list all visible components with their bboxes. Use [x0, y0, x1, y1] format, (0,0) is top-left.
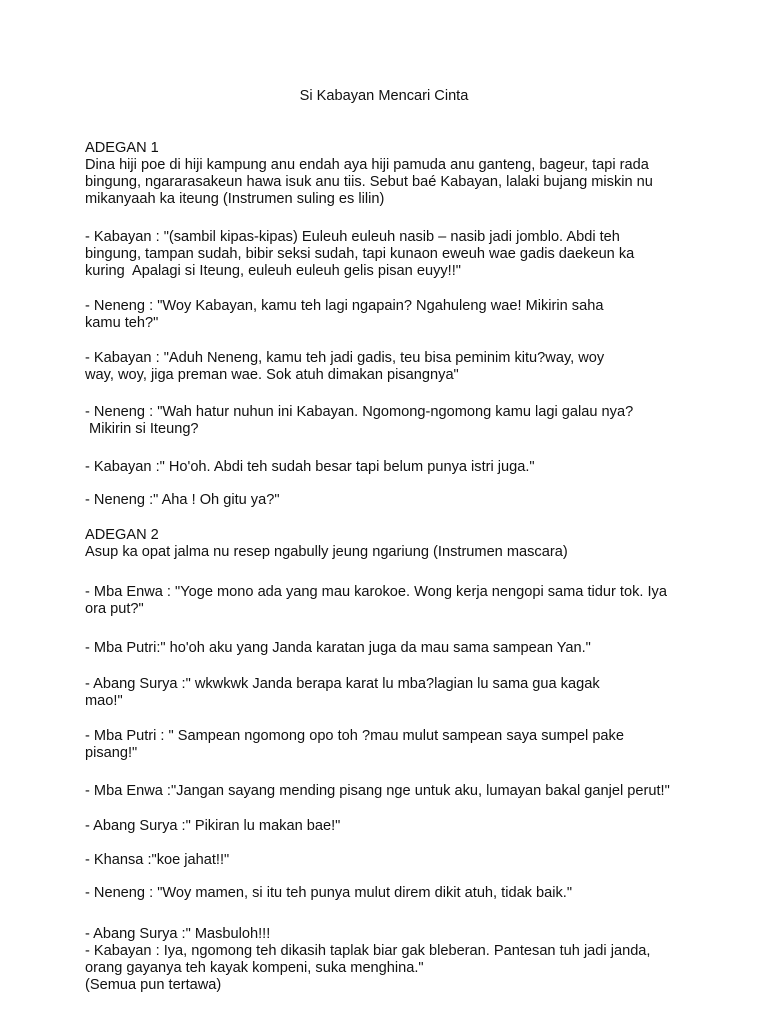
text-line: - Mba Putri : " Sampean ngomong opo toh ?mau mulut sampean saya sumpel pake — [85, 728, 624, 744]
text-line: - Khansa :"koe jahat!!" — [85, 852, 230, 868]
text-line: - Neneng : "Wah hatur nuhun ini Kabayan. Ngomong-ngomong kamu lagi galau nya? — [85, 404, 634, 420]
text-line: - Abang Surya :" Masbuloh!!! — [85, 926, 271, 942]
text-line: orang gayanya teh kayak kompeni, suka menghina." — [85, 960, 424, 976]
paragraph — [85, 584, 695, 618]
text-line: ADEGAN 2 — [85, 527, 159, 543]
text-line: ora put?" — [85, 601, 144, 617]
paragraph — [85, 350, 695, 384]
text-line: mao!" — [85, 693, 123, 709]
text-line: - Kabayan : Iya, ngomong teh dikasih taplak biar gak bleberan. Pantesan tuh jadi janda, — [85, 943, 651, 959]
text-line: - Mba Enwa :"Jangan sayang mending pisang nge untuk aku, lumayan bakal ganjel perut!" — [85, 783, 670, 799]
text-line: way, woy, jiga preman wae. Sok atuh dimakan pisangnya" — [85, 367, 459, 383]
text-line: - Mba Putri:" ho'oh aku yang Janda karatan juga da mau sama sampean Yan." — [85, 640, 591, 656]
text-line: - Neneng : "Woy Kabayan, kamu teh lagi ngapain? Ngahuleng wae! Mikirin saha — [85, 298, 604, 314]
paragraph — [85, 852, 695, 869]
text-line: bingung, tampan sudah, bibir seksi sudah, tapi kunaon eweuh wae gadis daekeun ka — [85, 246, 635, 262]
paragraph — [85, 640, 695, 657]
text-line: Mikirin si Iteung? — [85, 421, 199, 437]
paragraph — [85, 783, 695, 800]
text-line: - Neneng : "Woy mamen, si itu teh punya mulut direm dikit atuh, tidak baik." — [85, 885, 573, 901]
paragraph — [85, 885, 695, 902]
text-line: Asup ka opat jalma nu resep ngabully jeung ngariung (Instrumen mascara) — [85, 544, 568, 560]
text-line: kuring Apalagi si Iteung, euleuh euleuh gelis pisan euyy!!" — [85, 263, 461, 279]
text-line: mikanyaah ka iteung (Instrumen suling es lilin) — [85, 191, 385, 207]
paragraph — [85, 527, 695, 561]
text-line: - Kabayan : "(sambil kipas-kipas) Euleuh euleuh nasib – nasib jadi jomblo. Abdi teh — [85, 229, 620, 245]
text-line: - Mba Enwa : "Yoge mono ada yang mau karokoe. Wong kerja nengopi sama tidur tok. Iya — [85, 584, 667, 600]
text-line: - Neneng :" Aha ! Oh gitu ya?" — [85, 492, 280, 508]
paragraph — [85, 459, 695, 476]
paragraph — [85, 298, 695, 332]
text-line: - Abang Surya :" wkwkwk Janda berapa karat lu mba?lagian lu sama gua kagak — [85, 676, 600, 692]
paragraph — [85, 492, 695, 509]
text-line: - Kabayan :" Ho'oh. Abdi teh sudah besar tapi belum punya istri juga." — [85, 459, 535, 475]
text-line: - Kabayan : "Aduh Neneng, kamu teh jadi gadis, teu bisa peminim kitu?way, woy — [85, 350, 605, 366]
paragraph — [85, 404, 695, 438]
text-line: - Abang Surya :" Pikiran lu makan bae!" — [85, 818, 341, 834]
text-line: Dina hiji poe di hiji kampung anu endah aya hiji pamuda anu ganteng, bageur, tapi rada — [85, 157, 649, 173]
text-line: ADEGAN 1 — [85, 140, 159, 156]
paragraph — [85, 728, 695, 762]
text-line: bingung, ngararasakeun hawa isuk anu tiis. Sebut baé Kabayan, lalaki bujang miskin nu — [85, 174, 653, 190]
paragraph — [85, 818, 695, 835]
text-line: (Semua pun tertawa) — [85, 977, 222, 993]
paragraph — [85, 140, 695, 208]
paragraph — [85, 676, 695, 710]
paragraph — [85, 926, 695, 994]
text-line: kamu teh?" — [85, 315, 159, 331]
paragraph — [85, 229, 695, 280]
document-title: Si Kabayan Mencari Cinta — [299, 88, 469, 104]
text-line: pisang!" — [85, 745, 138, 761]
